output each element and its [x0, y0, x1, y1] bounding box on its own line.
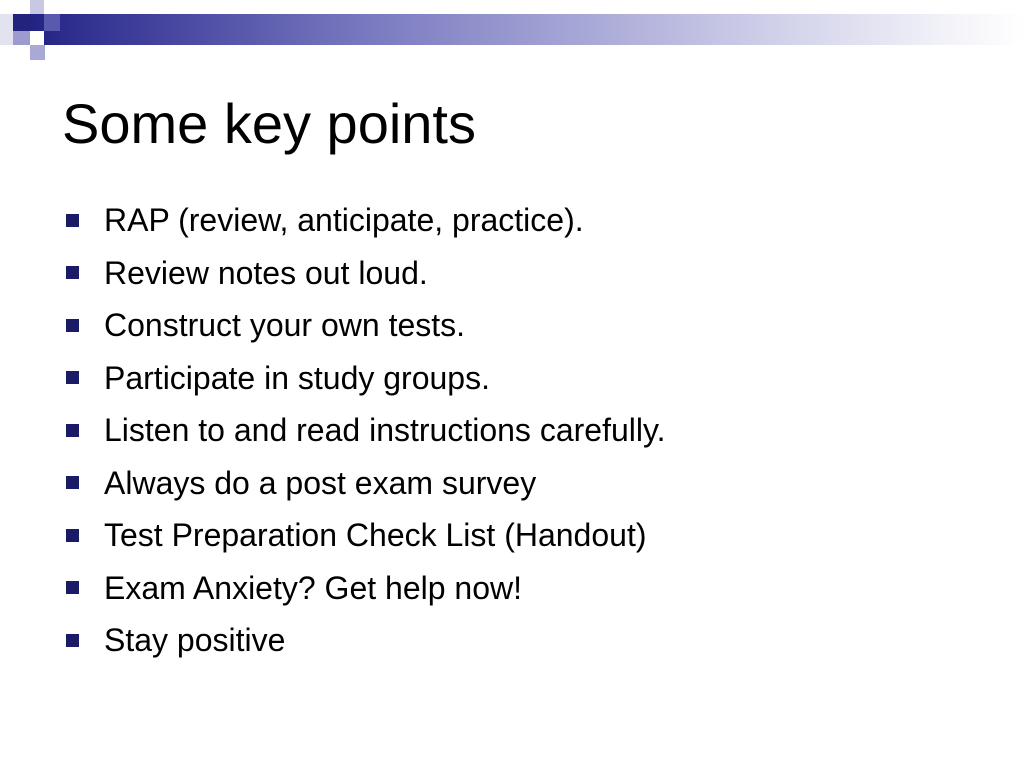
decorative-square: [13, 14, 30, 31]
square-bullet-icon: [66, 214, 79, 227]
decorative-square: [0, 0, 13, 14]
slide-title: Some key points: [62, 92, 476, 155]
decorative-square: [13, 31, 30, 45]
decorative-square: [30, 0, 44, 14]
square-bullet-icon: [66, 634, 79, 647]
decorative-square: [0, 14, 13, 45]
list-item: [62, 247, 665, 300]
square-bullet-icon: [66, 371, 79, 384]
bullet-text: Always do a post exam survey: [104, 464, 537, 501]
square-bullet-icon: [66, 319, 79, 332]
list-item: [62, 404, 665, 457]
bullet-text: Listen to and read instructions carefully.: [104, 412, 666, 449]
list-item: [62, 299, 665, 352]
decorative-square: [44, 14, 60, 31]
bullet-text: Exam Anxiety? Get help now!: [104, 569, 522, 606]
square-bullet-icon: [66, 581, 79, 594]
list-item: [62, 562, 665, 615]
list-item: [62, 614, 665, 667]
list-item: [62, 194, 665, 247]
square-bullet-icon: [66, 529, 79, 542]
list-item: [62, 457, 665, 510]
bullet-text: Stay positive: [104, 622, 286, 659]
bullet-list: [62, 194, 665, 667]
decorative-square: [30, 31, 44, 45]
list-item: [62, 509, 665, 562]
square-bullet-icon: [66, 424, 79, 437]
bullet-text: RAP (review, anticipate, practice).: [104, 202, 584, 239]
header-gradient-banner: [0, 14, 1024, 45]
bullet-text: Construct your own tests.: [104, 307, 466, 344]
bullet-text: Participate in study groups.: [104, 359, 490, 396]
bullet-text: Test Preparation Check List (Handout): [104, 517, 647, 554]
square-bullet-icon: [66, 266, 79, 279]
decorative-square: [30, 45, 45, 60]
bullet-text: Review notes out loud.: [104, 254, 428, 291]
list-item: [62, 352, 665, 405]
square-bullet-icon: [66, 476, 79, 489]
